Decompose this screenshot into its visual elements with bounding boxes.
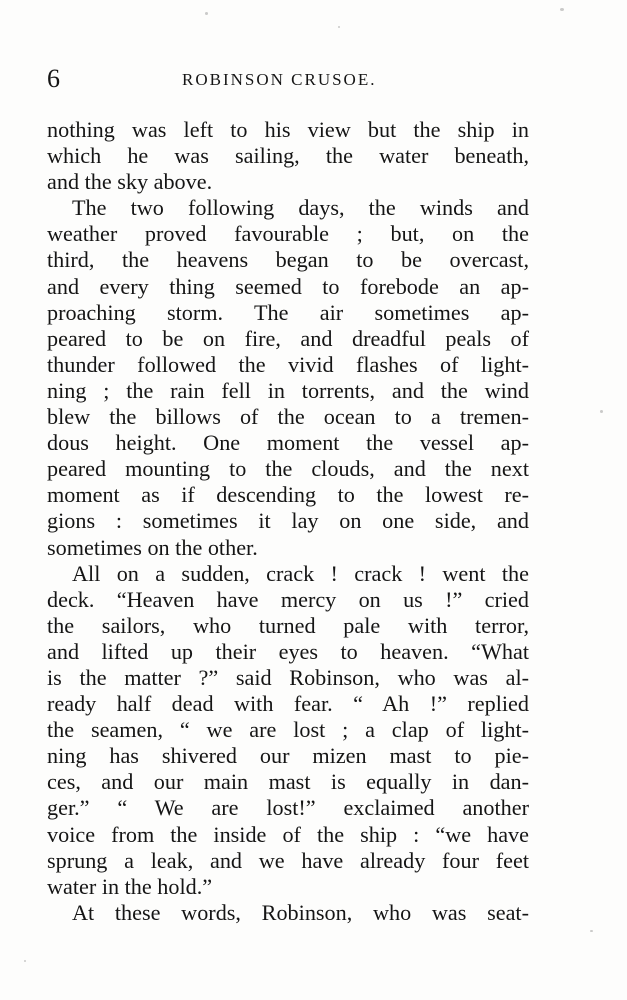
text-line: ning has shivered our mizen mast to pie- bbox=[47, 743, 529, 769]
paper-speck bbox=[205, 12, 208, 15]
paper-speck bbox=[24, 960, 26, 962]
text-line: blew the billows of the ocean to a tremen- bbox=[47, 404, 529, 430]
text-line: which he was sailing, the water beneath, bbox=[47, 143, 529, 169]
body-text bbox=[47, 117, 529, 926]
text-line: nothing was left to his view but the ship in bbox=[47, 117, 529, 142]
running-title: ROBINSON CRUSOE. bbox=[182, 70, 377, 89]
text-line: the sailors, who turned pale with terror, bbox=[47, 612, 529, 638]
text-line: All on a sudden, crack ! crack ! went the bbox=[72, 560, 529, 586]
paper-speck bbox=[560, 8, 564, 11]
text-line: peared mounting to the clouds, and the next bbox=[47, 456, 529, 482]
page-header bbox=[47, 64, 587, 94]
text-line: ready half dead with fear. “ Ah !” replied bbox=[47, 691, 529, 717]
text-line: moment as if descending to the lowest re- bbox=[47, 482, 529, 508]
text-line: deck. “Heaven have mercy on us !” cried bbox=[47, 586, 529, 612]
text-line: proaching storm. The air sometimes ap- bbox=[47, 299, 529, 325]
text-line: voice from the inside of the ship : “we have bbox=[47, 821, 529, 847]
text-line: is the matter ?” said Robinson, who was al- bbox=[47, 664, 529, 690]
paragraph bbox=[47, 900, 529, 926]
text-line: sprung a leak, and we have already four feet bbox=[47, 847, 529, 873]
text-line: the seamen, “ we are lost ; a clap of light- bbox=[47, 717, 529, 743]
text-line: gions : sometimes it lay on one side, and bbox=[47, 508, 529, 534]
text-line: ning ; the rain fell in torrents, and the wind bbox=[47, 377, 529, 403]
text-line: weather proved favourable ; but, on the bbox=[47, 221, 529, 247]
paragraph bbox=[47, 195, 529, 560]
text-line: The two following days, the winds and bbox=[72, 195, 529, 221]
text-line: third, the heavens began to be overcast, bbox=[47, 247, 529, 273]
text-line: ces, and our main mast is equally in dan- bbox=[47, 769, 529, 795]
text-line: and every thing seemed to forebode an ap- bbox=[47, 273, 529, 299]
paper-speck bbox=[338, 26, 340, 28]
text-line: thunder followed the vivid flashes of light- bbox=[47, 351, 529, 377]
text-line: water in the hold.” bbox=[47, 873, 213, 899]
text-line: At these words, Robinson, who was seat- bbox=[72, 899, 529, 925]
paragraph bbox=[47, 561, 529, 900]
paper-speck bbox=[600, 410, 603, 413]
page-number: 6 bbox=[47, 64, 60, 93]
text-line: peared to be on fire, and dreadful peals of bbox=[47, 325, 529, 351]
text-line: dous height. One moment the vessel ap- bbox=[47, 430, 529, 456]
text-line: sometimes on the other. bbox=[47, 534, 258, 560]
paper-speck bbox=[590, 930, 593, 932]
paragraph bbox=[47, 117, 529, 195]
text-line: and lifted up their eyes to heaven. “What bbox=[47, 638, 529, 664]
text-line: ger.” “ We are lost!” exclaimed another bbox=[47, 795, 529, 821]
text-line: and the sky above. bbox=[47, 169, 213, 195]
